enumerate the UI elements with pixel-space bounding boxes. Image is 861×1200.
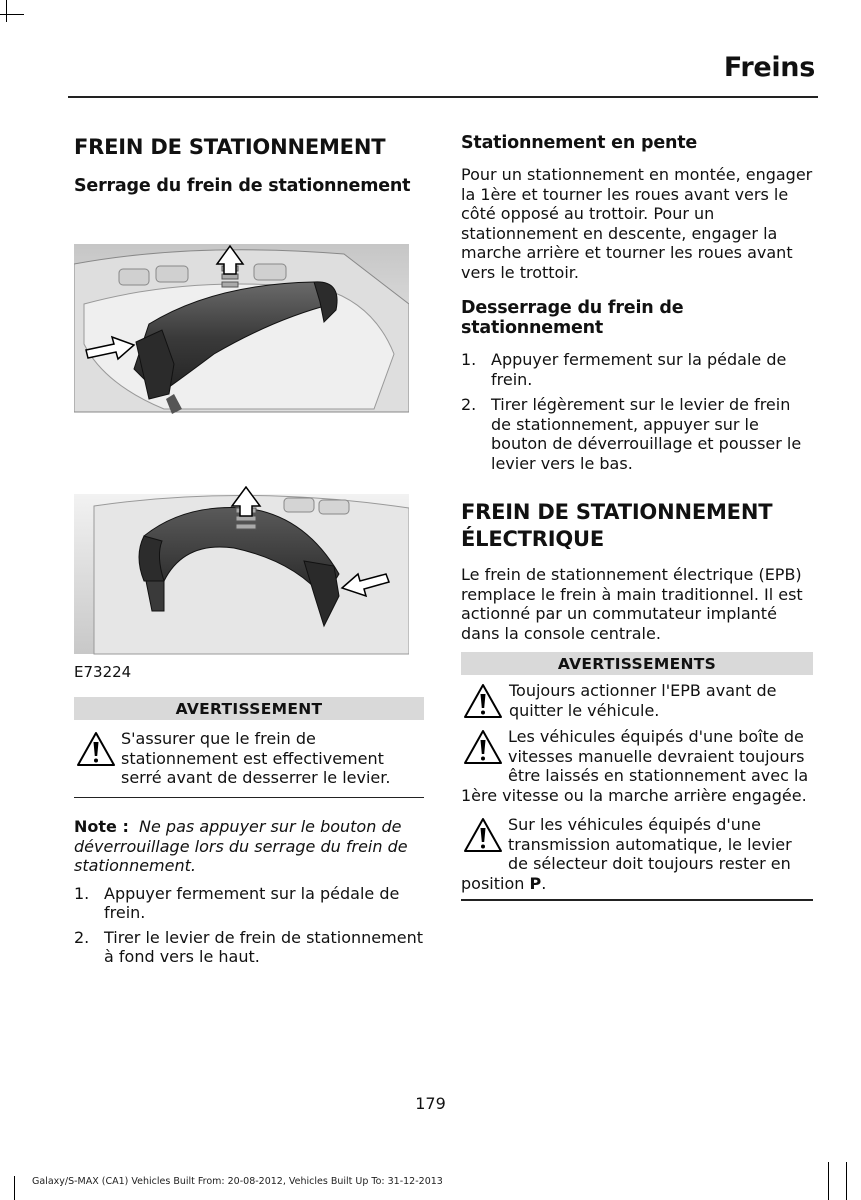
parking-brake-illustration-2: [74, 486, 409, 661]
list-item: [74, 928, 424, 967]
apply-steps-list: [74, 884, 424, 967]
note: [74, 817, 424, 876]
step-text: Tirer le levier de frein de stationnement à fond vers le haut.: [104, 927, 423, 966]
step-text: Appuyer fermement sur la pédale de frein.: [491, 350, 787, 389]
warning-divider: [461, 899, 813, 901]
warning-triangle-icon: [463, 729, 503, 765]
release-title: Desserrage du frein de stationnement: [461, 298, 684, 338]
warning-divider: [74, 797, 424, 799]
warning-heading: AVERTISSEMENT: [74, 697, 424, 720]
list-item: [74, 884, 424, 923]
slope-paragraph: Pour un stationnement en montée, engager la 1ère et tourner les roues avant vers le côté opposé au trottoir. Pour un stationnement en descente, engager la marche arrière et tourner les roues avant vers le trottoir.: [461, 165, 813, 282]
page-title: Freins: [723, 52, 815, 83]
step-number: 1.: [74, 883, 90, 903]
warning-text: Toujours actionner l'EPB avant de quitter le véhicule.: [509, 681, 777, 720]
left-column: [74, 124, 424, 967]
note-label: Note :: [74, 817, 129, 836]
note-text: Ne pas appuyer sur le bouton de déverrouillage lors du serrage du frein de stationnement.: [74, 817, 408, 875]
warning-text-end: .: [541, 873, 547, 893]
warnings-heading: AVERTISSEMENTS: [461, 652, 813, 675]
release-steps-list: [461, 350, 813, 473]
warning-item: [74, 729, 424, 788]
warning-triangle-icon: [463, 817, 503, 853]
warning-item: [461, 815, 813, 893]
epb-paragraph: Le frein de stationnement électrique (EPB) remplace le frein à main traditionnel. Il est actionné par un commutateur implanté dans la console centrale.: [461, 565, 803, 643]
warning-item: [461, 727, 813, 805]
section-title: FREIN DE STATIONNEMENT: [74, 135, 386, 159]
right-column: [461, 124, 813, 901]
subsection-title: Serrage du frein de stationnement: [74, 176, 411, 196]
warnings-box: [461, 652, 813, 901]
step-number: 1.: [461, 350, 477, 369]
step-number: 2.: [461, 395, 477, 414]
warning-item: [461, 681, 813, 725]
footer-vehicle-line: Galaxy/S-MAX (CA1) Vehicles Built From: 20-08-2012, Vehicles Built Up To: 31-12-2013: [32, 1176, 443, 1187]
warning-text: Les véhicules équipés d'une boîte de vitesses manuelle devraient toujours être laissés en stationnement avec la 1ère vitesse ou la marche arrière engagée.: [461, 727, 809, 805]
warning-box: [74, 697, 424, 798]
warning-text: Sur les véhicules équipés d'une transmission automatique, le levier de sélecteur doit toujours rester en position: [461, 815, 792, 893]
warning-triangle-icon: [76, 731, 116, 767]
crop-mark: [0, 14, 24, 15]
slope-title: Stationnement en pente: [461, 133, 698, 153]
epb-title: FREIN DE STATIONNEMENT ÉLECTRIQUE: [461, 500, 773, 551]
crop-mark: [846, 1162, 847, 1200]
list-item: [461, 350, 813, 389]
crop-mark: [14, 1176, 15, 1200]
header-divider: [68, 96, 818, 98]
crop-mark: [828, 1162, 829, 1200]
list-item: [461, 395, 813, 473]
warning-triangle-icon: [463, 683, 503, 719]
figure-caption: E73224: [74, 663, 132, 681]
step-number: 2.: [74, 927, 90, 947]
warning-text: S'assurer que le frein de stationnement est effectivement serré avant de desserrer le levier.: [121, 729, 391, 787]
gear-position: P: [529, 873, 542, 893]
step-text: Tirer légèrement sur le levier de frein de stationnement, appuyer sur le bouton de déverrouillage et pousser le levier vers le bas.: [491, 395, 802, 473]
step-text: Appuyer fermement sur la pédale de frein.: [104, 883, 400, 922]
page-number: 179: [415, 1094, 446, 1113]
parking-brake-illustration-1: [74, 244, 409, 419]
crop-mark: [6, 0, 7, 22]
